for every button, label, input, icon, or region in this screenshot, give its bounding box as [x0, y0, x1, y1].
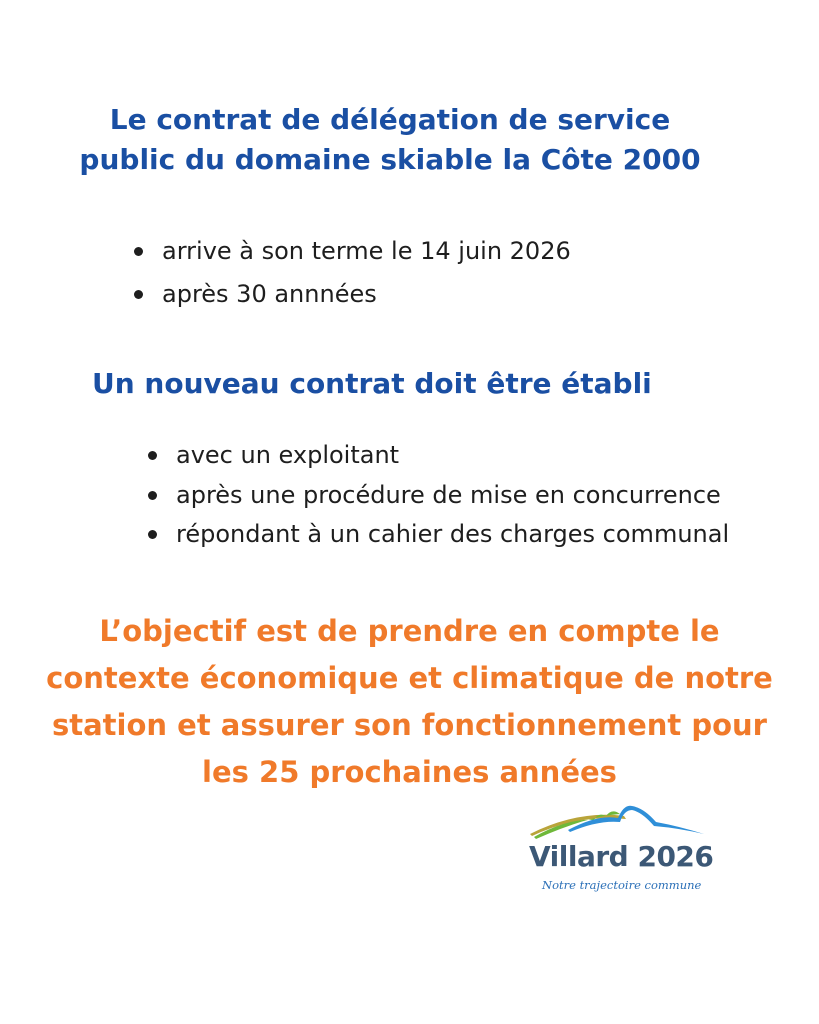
- new-contract-points-list: [148, 436, 729, 555]
- objective-statement: [0, 608, 819, 796]
- mountain-arcs-icon: [528, 800, 718, 844]
- logo-tagline: Notre trajectoire commune: [542, 878, 702, 892]
- villard-2026-logo: [528, 800, 718, 904]
- list-item: avec un exploitant: [148, 436, 729, 476]
- objective-line-4: les 25 prochaines années: [202, 755, 617, 789]
- contract-heading-line-2: public du domaine skiable la Côte 2000: [79, 143, 701, 176]
- list-item: arrive à son terme le 14 juin 2026: [134, 230, 571, 273]
- contract-heading: [0, 100, 780, 180]
- list-item: répondant à un cahier des charges communal: [148, 515, 729, 555]
- list-item: après 30 annnées: [134, 273, 571, 316]
- new-contract-heading: Un nouveau contrat doit être établi: [92, 367, 652, 400]
- logo-name: Villard 2026: [529, 840, 714, 873]
- objective-line-3: station et assurer son fonctionnement pour: [51, 708, 767, 742]
- contract-heading-line-1: Le contrat de délégation de service: [109, 103, 671, 136]
- objective-line-1: L’objectif est de prendre en compte le: [99, 614, 720, 648]
- list-item: après une procédure de mise en concurrence: [148, 476, 729, 516]
- objective-line-2: contexte économique et climatique de notre: [46, 661, 773, 695]
- contract-points-list: [134, 230, 571, 316]
